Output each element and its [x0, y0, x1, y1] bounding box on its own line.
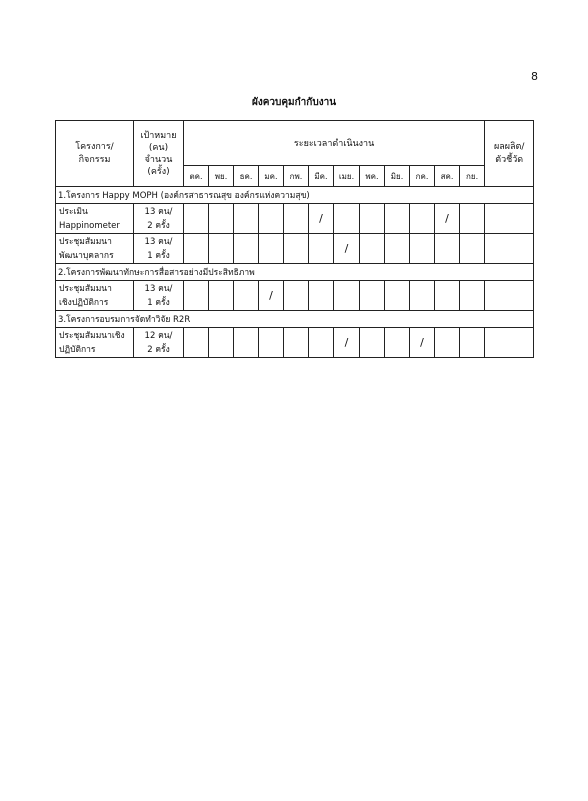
month-mark-cell [360, 204, 385, 234]
output-cell [485, 204, 534, 234]
header-target-line2: (คน) [148, 142, 169, 153]
month-mark-cell [259, 234, 284, 264]
month-mark-cell [460, 328, 485, 358]
activity-name [56, 328, 134, 358]
activity-target-line: 2 ครั้ง [147, 344, 170, 355]
section-title: 2.โครงการพัฒนาทักษะการสื่อสารอย่างมีประสิทธิภาพ [56, 264, 534, 281]
activity-target [134, 204, 184, 234]
month-header: เมย. [334, 166, 360, 187]
activity-target [134, 281, 184, 311]
month-mark-cell: / [435, 204, 460, 234]
header-target-line1: เป้าหมาย [140, 130, 177, 141]
month-header: กพ. [284, 166, 309, 187]
activity-name-line: ปฏิบัติการ [59, 344, 96, 355]
output-cell [485, 234, 534, 264]
month-mark-cell [184, 328, 209, 358]
section-row [56, 187, 534, 204]
activity-row [56, 234, 534, 264]
output-cell [485, 281, 534, 311]
month-header: มิย. [385, 166, 410, 187]
activity-name-line: พัฒนาบุคลากร [59, 250, 114, 261]
month-header: ตค. [184, 166, 209, 187]
header-target-line4: (ครั้ง) [147, 166, 170, 177]
month-mark-cell [334, 281, 360, 311]
activity-name-line: ประชุมสัมมนา [59, 236, 112, 247]
activity-name-line: ประชุมสัมมนาเชิง [59, 330, 125, 341]
section-row [56, 264, 534, 281]
activity-target [134, 328, 184, 358]
activity-target-line: 13 คน/ [144, 206, 173, 217]
month-mark-cell [360, 281, 385, 311]
month-mark-cell [460, 204, 485, 234]
month-mark-cell [460, 281, 485, 311]
month-header: พค. [360, 166, 385, 187]
month-mark-cell [385, 204, 410, 234]
month-mark-cell [360, 328, 385, 358]
month-header: สค. [435, 166, 460, 187]
output-cell [485, 328, 534, 358]
month-mark-cell [435, 234, 460, 264]
month-mark-cell: / [259, 281, 284, 311]
month-mark-cell [234, 281, 259, 311]
month-header: มค. [259, 166, 284, 187]
activity-target-line: 13 คน/ [144, 283, 173, 294]
month-mark-cell [284, 234, 309, 264]
month-mark-cell [410, 204, 435, 234]
month-mark-cell [385, 281, 410, 311]
month-header: พย. [209, 166, 234, 187]
month-mark-cell [435, 281, 460, 311]
month-mark-cell [284, 204, 309, 234]
month-mark-cell: / [410, 328, 435, 358]
month-mark-cell [209, 281, 234, 311]
header-target [134, 121, 184, 187]
month-mark-cell [309, 281, 334, 311]
month-mark-cell [309, 328, 334, 358]
month-header: กย. [460, 166, 485, 187]
header-period: ระยะเวลาดำเนินงาน [184, 121, 485, 166]
activity-target [134, 234, 184, 264]
header-target-line3: จำนวน [144, 154, 173, 165]
activity-target-line: 13 คน/ [144, 236, 173, 247]
month-mark-cell [209, 328, 234, 358]
activity-name-line: เชิงปฏิบัติการ [59, 297, 109, 308]
month-mark-cell [284, 281, 309, 311]
activity-target-line: 1 ครั้ง [147, 250, 170, 261]
activity-target-line: 1 ครั้ง [147, 297, 170, 308]
section-title: 1.โครงการ Happy MOPH (องค์กรสาธารณสุข องค์กรแห่งความสุข) [56, 187, 534, 204]
header-output [485, 121, 534, 187]
month-mark-cell [184, 281, 209, 311]
header-output-line2: ตัวชี้วัด [495, 154, 524, 165]
month-mark-cell [259, 328, 284, 358]
month-header: มีค. [309, 166, 334, 187]
month-mark-cell [184, 234, 209, 264]
activity-row [56, 328, 534, 358]
activity-name-line: ประชุมสัมมนา [59, 283, 112, 294]
month-mark-cell [259, 204, 284, 234]
section-row [56, 311, 534, 328]
month-mark-cell [460, 234, 485, 264]
month-mark-cell [209, 204, 234, 234]
month-mark-cell [184, 204, 209, 234]
month-mark-cell [435, 328, 460, 358]
header-activity-line1: โครงการ/ [75, 141, 114, 152]
header-activity [56, 121, 134, 187]
control-chart-table [55, 120, 534, 358]
activity-row [56, 204, 534, 234]
month-mark-cell [334, 204, 360, 234]
month-header: ธค. [234, 166, 259, 187]
activity-name-line: Happinometer [59, 220, 120, 231]
section-title: 3.โครงการอบรมการจัดทำวิจัย R2R [56, 311, 534, 328]
month-mark-cell [284, 328, 309, 358]
month-header: กค. [410, 166, 435, 187]
header-output-line1: ผลผลิต/ [493, 141, 525, 152]
month-mark-cell [410, 281, 435, 311]
month-mark-cell [410, 234, 435, 264]
activity-target-line: 2 ครั้ง [147, 220, 170, 231]
header-activity-line2: กิจกรรม [78, 154, 111, 165]
month-mark-cell: / [309, 204, 334, 234]
activity-name [56, 281, 134, 311]
document-title: ผังควบคุมกำกับงาน [251, 97, 337, 108]
month-mark-cell [234, 328, 259, 358]
month-mark-cell [385, 234, 410, 264]
activity-name-line: ประเมิน [59, 206, 88, 217]
month-mark-cell: / [334, 234, 360, 264]
month-mark-cell [309, 234, 334, 264]
activity-target-line: 12 คน/ [144, 330, 173, 341]
activity-row [56, 281, 534, 311]
month-mark-cell [234, 234, 259, 264]
month-mark-cell [209, 234, 234, 264]
month-mark-cell [360, 234, 385, 264]
page-number: 8 [531, 70, 538, 83]
activity-name [56, 204, 134, 234]
month-mark-cell [385, 328, 410, 358]
month-mark-cell: / [334, 328, 360, 358]
month-mark-cell [234, 204, 259, 234]
activity-name [56, 234, 134, 264]
